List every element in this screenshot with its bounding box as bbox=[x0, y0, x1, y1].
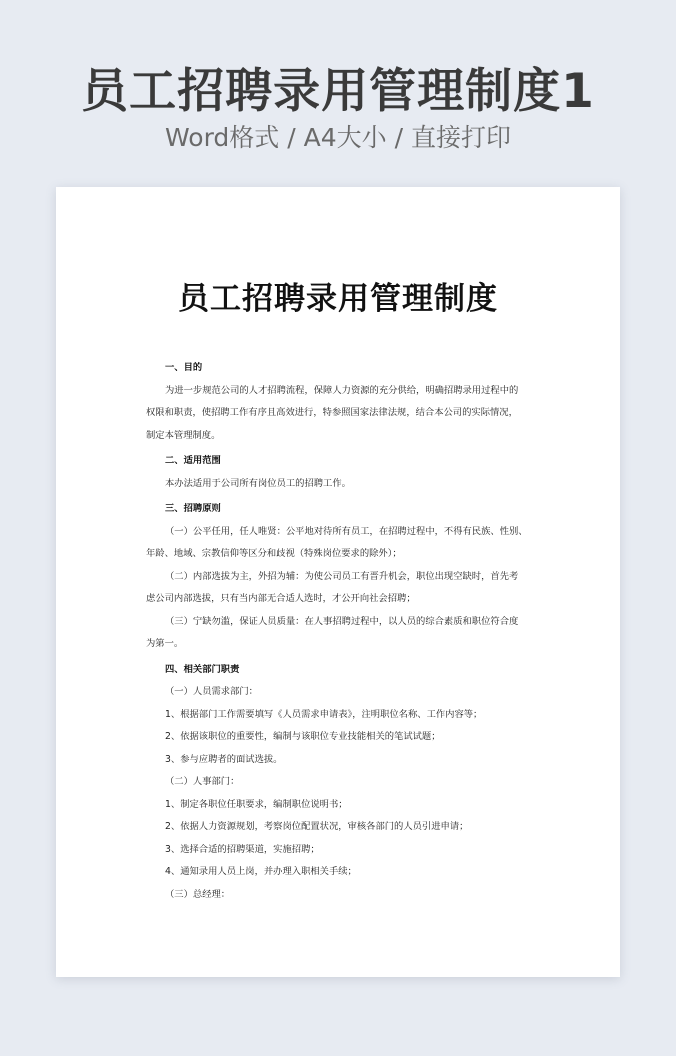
paragraph-line: （一）公平任用，任人唯贤：公平地对待所有员工，在招聘过程中，不得有民族、性别、 bbox=[165, 525, 528, 537]
list-item: （二）人事部门： bbox=[165, 776, 240, 787]
list-item: 3、选择合适的招聘渠道，实施招聘； bbox=[165, 843, 320, 855]
paragraph-line: （三）宁缺勿滥，保证人员质量：在人事招聘过程中，以人员的综合素质和职位符合度 bbox=[165, 615, 519, 627]
paragraph-line: 为进一步规范公司的人才招聘流程，保障人力资源的充分供给，明确招聘录用过程中的 bbox=[165, 384, 519, 396]
banner-title: 员工招聘录用管理制度1 bbox=[81, 64, 595, 119]
list-item: 2、依据人力资源规划，考察岗位配置状况，审核各部门的人员引进申请； bbox=[165, 821, 469, 832]
list-item: 1、制定各职位任职要求，编制职位说明书； bbox=[165, 798, 348, 810]
list-item: 3、参与应聘者的面试选拔。 bbox=[165, 753, 283, 765]
paragraph-continuation: 为第一。 bbox=[146, 638, 184, 649]
section-heading: 一、目的 bbox=[165, 362, 203, 373]
list-item: （一）人员需求部门： bbox=[165, 686, 258, 697]
paragraph-continuation: 年龄、地域、宗教信仰等区分和歧视（特殊岗位要求的除外）； bbox=[146, 548, 402, 559]
paragraph-line: 本办法适用于公司所有岗位员工的招聘工作。 bbox=[165, 477, 351, 489]
list-item: 4、通知录用人员上岗，并办理入职相关手续； bbox=[165, 866, 357, 877]
paragraph-continuation: 制定本管理制度。 bbox=[146, 429, 221, 441]
paragraph-line: （二）内部选拔为主，外招为辅：为使公司员工有晋升机会，职位出现空缺时，首先考 bbox=[165, 570, 519, 582]
list-item: 1、根据部门工作需要填写《人员需求申请表》，注明职位名称、工作内容等； bbox=[165, 708, 483, 720]
paragraph-continuation: 权限和职责，使招聘工作有序且高效进行，特参照国家法律法规，结合本公司的实际情况， bbox=[146, 407, 518, 418]
section-heading: 四、相关部门职责 bbox=[165, 663, 240, 675]
section-heading: 三、招聘原则 bbox=[165, 503, 221, 514]
list-item: （三）总经理： bbox=[165, 888, 231, 900]
section-heading: 二、适用范围 bbox=[165, 455, 221, 466]
document-body bbox=[146, 357, 532, 906]
paragraph-continuation: 虑公司内部选拔，只有当内部无合适人选时，才公开向社会招聘； bbox=[146, 593, 416, 604]
banner-subtitle: Word格式 / A4大小 / 直接打印 bbox=[165, 123, 511, 152]
document-page bbox=[56, 187, 620, 977]
list-item: 2、依据该职位的重要性，编制与该职位专业技能相关的笔试试题； bbox=[165, 731, 441, 742]
document-title: 员工招聘录用管理制度 bbox=[178, 281, 498, 317]
